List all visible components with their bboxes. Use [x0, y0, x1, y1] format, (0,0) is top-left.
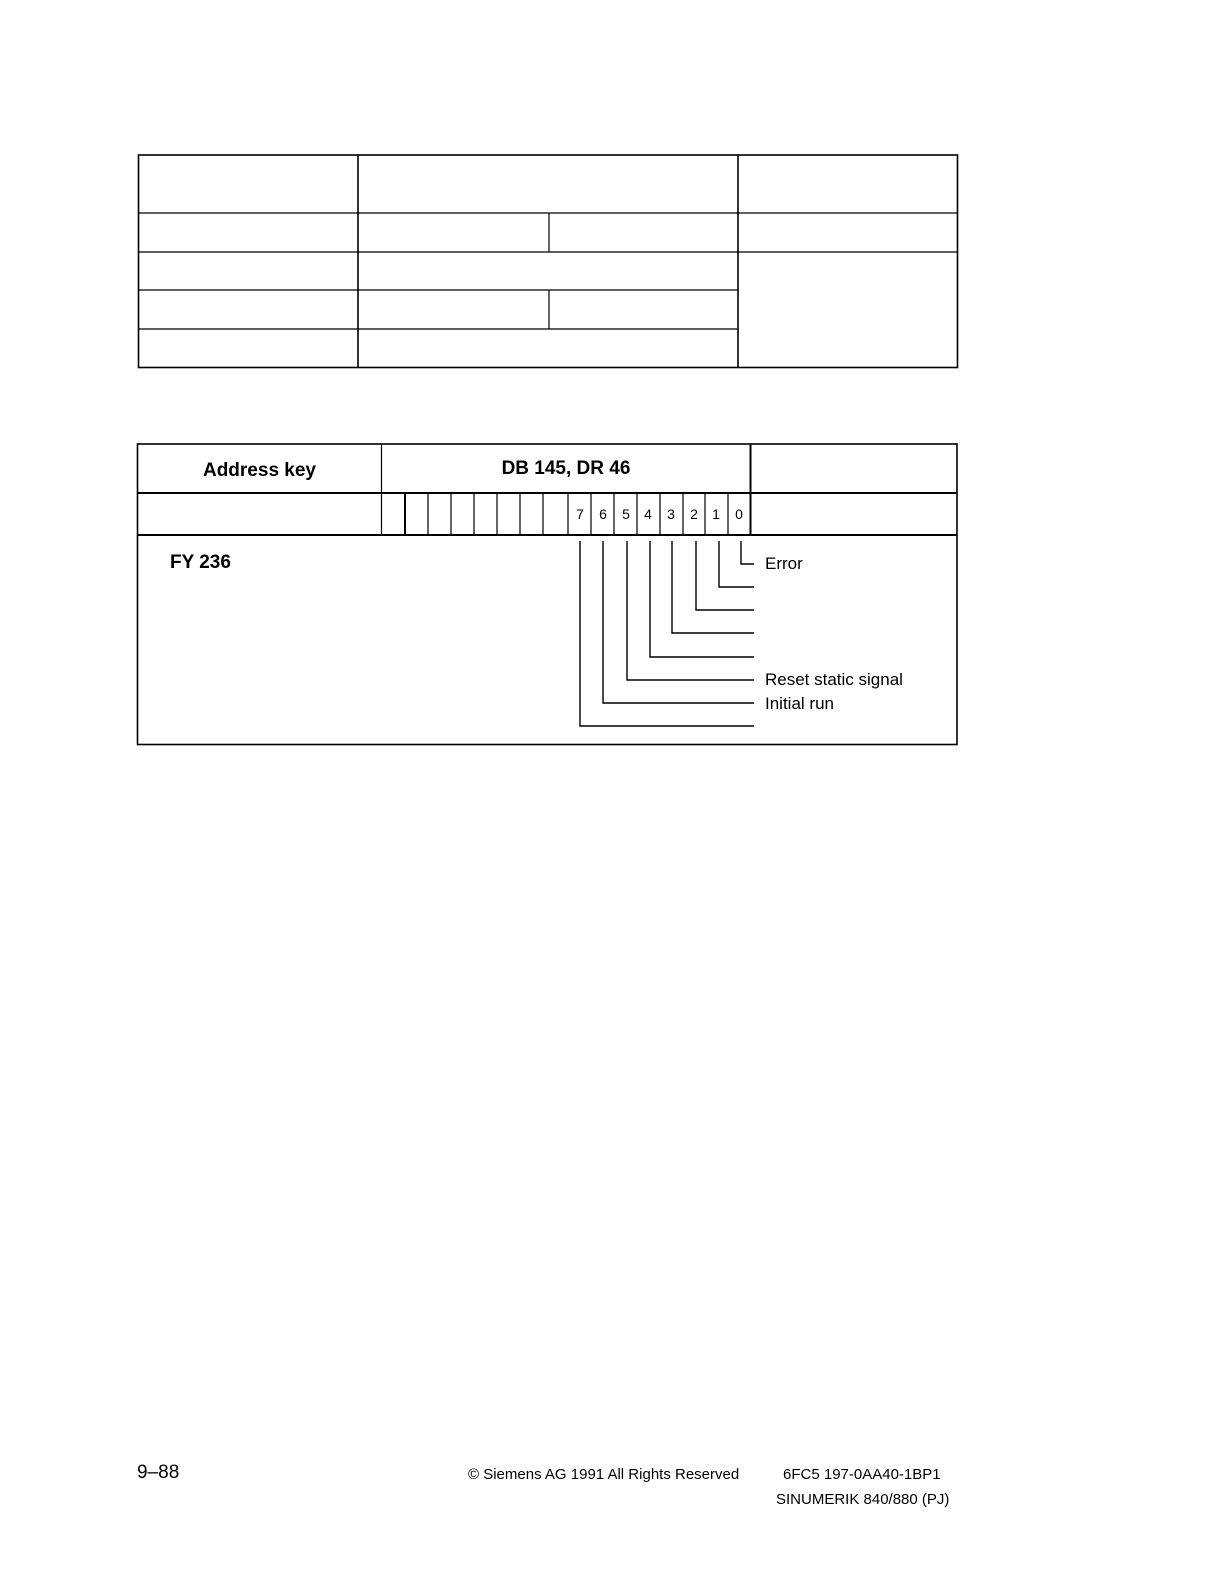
bit-number-5: 5 — [622, 506, 630, 522]
address-key-label: Address key — [202, 460, 316, 481]
bit-number-1: 1 — [712, 506, 720, 522]
bit-number-7: 7 — [576, 506, 584, 522]
bit-number-0: 0 — [735, 506, 743, 522]
leader-bit-6 — [603, 541, 754, 703]
empty-form-table — [139, 155, 958, 368]
signal-initial-run: Initial run — [765, 694, 834, 713]
copyright-notice: © Siemens AG 1991 All Rights Reserved — [468, 1466, 740, 1483]
bit-leader-lines — [580, 541, 754, 726]
data-block-label: DB 145, DR 46 — [501, 458, 631, 479]
leader-bit-4 — [650, 541, 754, 657]
leader-bit-2 — [696, 541, 754, 610]
signal-reset-static: Reset static signal — [765, 670, 903, 689]
address-value: FY 236 — [170, 552, 231, 573]
page-number: 9–88 — [137, 1462, 180, 1483]
order-number: 6FC5 197-0AA40-1BP1 — [783, 1466, 941, 1483]
bit-number-2: 2 — [690, 506, 698, 522]
product-name: SINUMERIK 840/880 (PJ) — [776, 1491, 950, 1508]
signal-table-frame — [138, 444, 958, 745]
leader-bit-0 — [741, 541, 754, 564]
bit-number-4: 4 — [644, 506, 652, 522]
bit-number-6: 6 — [599, 506, 607, 522]
bit-number-3: 3 — [667, 506, 675, 522]
signal-error: Error — [765, 554, 803, 573]
